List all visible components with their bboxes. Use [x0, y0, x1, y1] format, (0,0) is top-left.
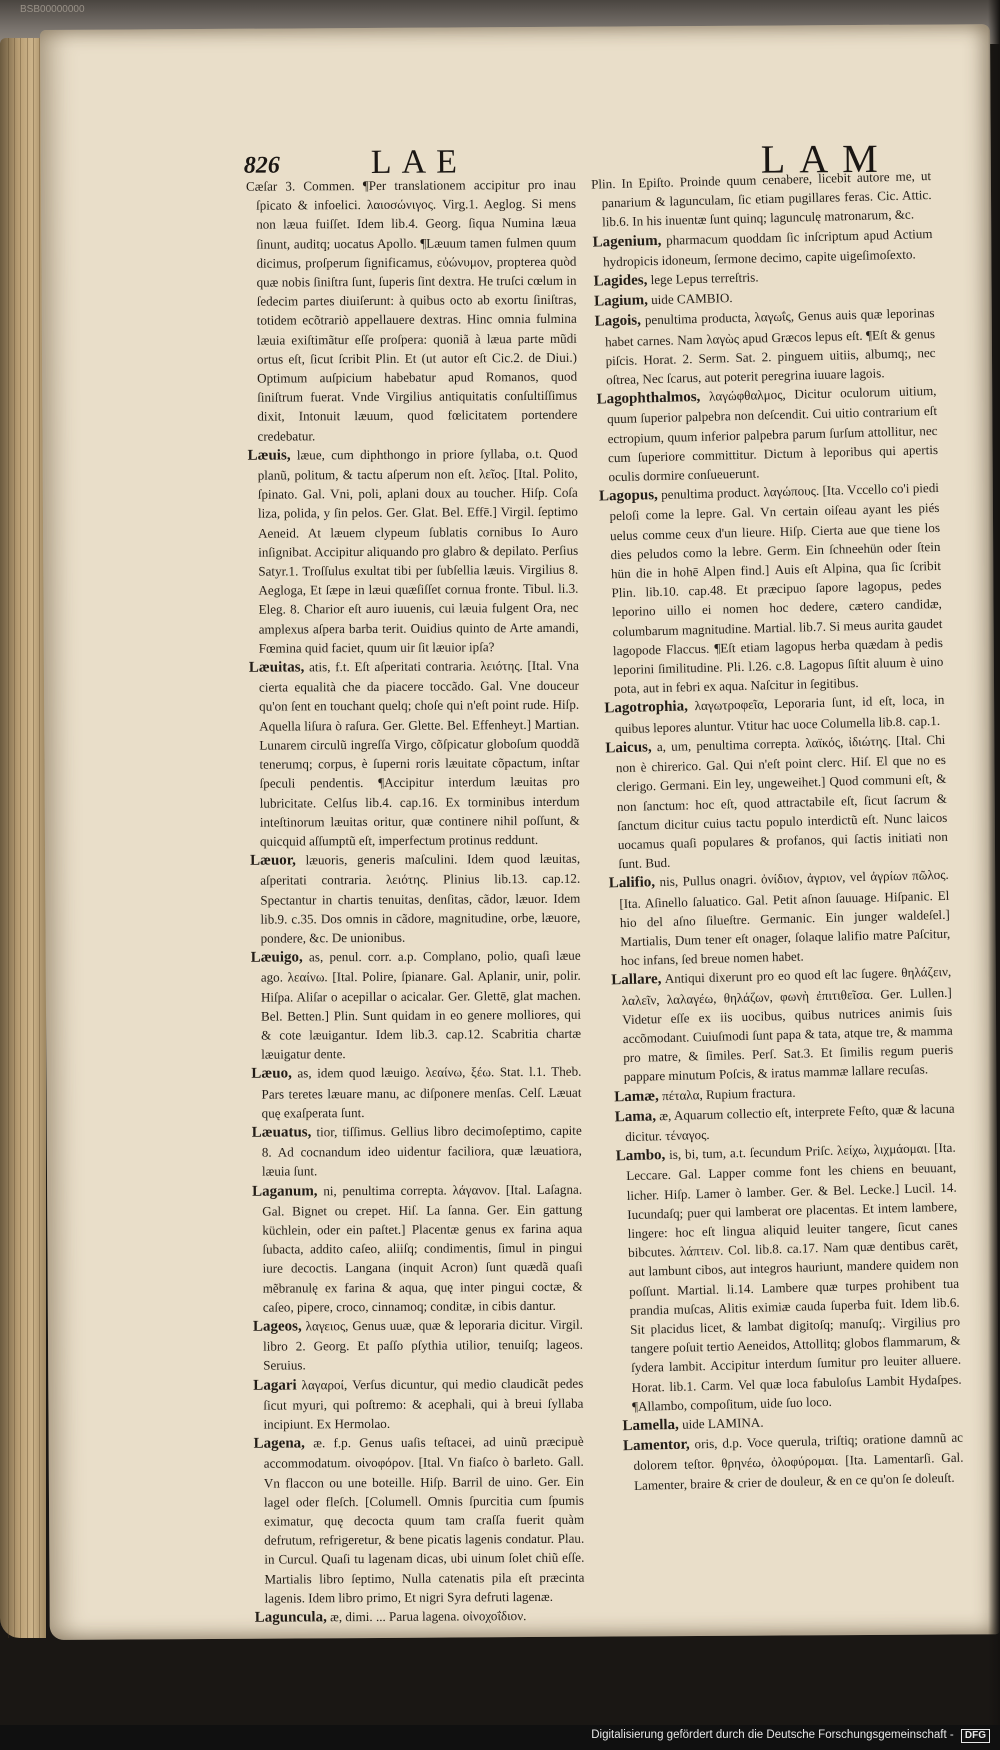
entry-headword: Lagena, [253, 1435, 305, 1452]
entry-text: is, bi, tum, a.t. ſecundum Priſc. λείχω, λιχμάομαι. [Ita. Leccare. Gal. Lapper comme font les chiens en beuuant, licher. Hiſp. Lamer ò lamber. Ger. & Bel. Lecke.] Lucil. 14. Iucundaſq; puer qui lamberat ore placentas. Et intem lambere, lingere: hoc eſt lingua aliquid leuiter tangere, ſicut canes bibcutes. λάπτειν. Col. lib.8. ca.17. Nam quæ dentibus carēt, aut lambunt cibos, aut integros hauriunt, mandere quidem non poſſunt. Martial. li.14. Lambere quæ turpes prohibent tua prandia muſcas, Alitis eximiæ cauda ſuperba fuit. Idem lib.6. Sit placidus licet, & lambat digitoſq; manuſq;. Virgilius pro tangere poſuit tertio Aeneidos, Attollitq; globos flammarum, & ſydera lambit. Accipitur interdum ſumitur pro leuiter alluere. Horat. lib.1. Carm. Vel quæ loca fabuloſus Lambit Hydaſpes. ¶Allambo, compoſitum, uide ſuo loco. [626, 1139, 962, 1414]
entry-text: atis, f.t. Eſt aſperitati contraria. λειότης. [Ital. Vna cierta equalità che da piacere toccãdo. Gal. Vne douceur qu'on ſent en touchant quelq; choſe qui n'eſt point rude. Hiſp. Aquella liſura ò raſura. Ger. Glette. Bel. Effenheyt.] Martian. Lunarem circulũ ingreſſa Virgo, cõſpicatur globoſum quoddã tenerumq; corpus, è ſuperni roris læuitate cõpactum, inſtar ſpeculi pendentis. ¶Accipitur interdum læuitas pro lubricitate. Celſus lib.4. cap.16. Ex torminibus interdum inteſtinorum læuitas oritur, quæ continere nihil poſſunt, & quicquid aſſumptũ eſt, imperfectum protinus reddunt. [258, 657, 580, 849]
entry-headword: Lamella, [622, 1416, 680, 1435]
footer-credit-text: Digitalisierung gefördert durch die Deutsche Forschungsgemeinschaft - [591, 1729, 957, 1741]
entry-headword: Lallare, [611, 971, 662, 989]
entry-text: nis, Pullus onagri. ὀνίδιον, ἀγριον, vel ἀγρίων πῶλος. [Ita. Aſinello ſaluatico. Gal. Petit aſnon ſauuage. Hiſpanic. El hio del aſno ſilueſtre. Germanic. Ein junger waldeſel.] Martialis, Dum tener eſt onager, ſolaque lalifio matre Paſcitur, hoc infans, ſed breue nomen habet. [619, 867, 951, 969]
scan-right-shadow [988, 0, 1000, 1750]
entry-headword: Lagium, [593, 292, 649, 310]
entry-headword: Læuis, [247, 447, 291, 464]
entry-headword: Lagides, [593, 272, 648, 290]
entry-headword: Læuor, [250, 852, 296, 869]
dictionary-entry [253, 1315, 583, 1376]
entry-headword: Læuatus, [251, 1124, 312, 1141]
entry-text: uide CAMBIO. [650, 290, 733, 308]
entry-headword: Lagari [253, 1377, 297, 1394]
entry-text: a, um, penultima correpta. λαϊκός, ἰδιώτης. [Ital. Chi non è chirerico. Gal. Qui n'eſt point clerc. Hiſ. El que no es clerigo. Germani. Ein ley, ungeweihet.] Quod communi eſt, & non ſanctum: hoc eſt, quod attractabile eſt, ſicut ſacrum & ſanctum dicitur cuius tactu populo interdictũ eſt. Nunc laicos uocamus quaſi populares & profanos, qui ſactis initiati non ſunt. Bud. [615, 731, 948, 872]
dictionary-entry [253, 1373, 583, 1434]
entry-text: penultima producta, λαγωΐς, Genus auis quæ leporinas habet carnes. Nam λαγὼς apud Græcos lepus eſt. ¶Eſt & genus piſcis. Horat. 2. Serm. Sat. 2. pinguem uitiis, albumq;, nec oſtrea, Nec ſcarus, aut poterit peregrina iuuare lagois. [604, 305, 936, 388]
right-guide-word: LAM [760, 135, 892, 182]
entry-text: æ. f.p. Genus uaſis teſtacei, ad uinũ præcipuè accommodatum. οἰνοφόρον. [Ital. Vn fiaſco ò barleto. Gall. Vn flaccon ou une boteille. Hiſp. Barril de uino. Ger. Ein lagel oder fleſch. [Columell. Omnis ſpurcitia cum ſpumis eximatur, quę decocta quum tam craſſa fuerit quàm defrutum, refrigeretur, & bene picatis lagenis condatur. Plau. in Curcul. Quaſi tu lagenam dicas, ubi uinum ſolet chiũ eſſe. Martialis libro ſeptimo, Nulla catenatis pila eſt præcinta lagenis. Idem libro primo, Et nigri Syra defruti lagenæ. [263, 1433, 585, 1606]
entry-headword: Lageos, [252, 1318, 302, 1335]
entry-text: Plin. In Epiſto. Proinde quum cenabere, licebit autore me, ut panarium & lagunculam, ſic etiam pugillares feras. Cic. Attic. lib.6. In his inuentæ ſunt quinq; lagunculę matronarum, &c. [590, 168, 932, 230]
dictionary-entry [248, 444, 579, 658]
entry-text: πέταλα, Rupium fractura. [661, 1084, 796, 1103]
right-column [591, 166, 964, 1495]
dictionary-entry [254, 1432, 585, 1608]
dictionary-entry [249, 656, 580, 851]
entry-text: læue, cum diphthongo in priore ſyllaba, o.t. Quod planũ, politum, & tactu aſperum non eſt. λεῖος. [Ital. Polito, ſpinato. Gal. Vni, poli, aplani doux au toucher. Hiſp. Coſa liza, polida, y ſin pelos. Ger. Glat. Bel. Effē.] Virgil. ſeptimo Aeneid. At læuem clypeum ſublatis cornibus Io Auro inſignibat. Accipitur aliquando pro glabro & depilato. Perſius Satyr.1. Troſſulus exultat tibi per ſubſellia læuis. Virgilius 8. Aegloga, Et ſæpe in læui quæſiſſet cornua fronte. Tibul. li.3. Eleg. 8. Charior eſt auro iuuenis, cui læuia fulgent Ora, nec amplexus aſpera barba terit. Ouidius quinto de Arte amandi, Fœmina quid faciet, quum uir ſit læuior ipſa? [257, 445, 579, 656]
corner-mark: BSB00000000 [20, 4, 85, 15]
entry-text: as, idem quod læuigo. λεαίνω, ξέω. Stat. l.1. Theb. Pars teretes læuare manu, ac diſponere menſas. Celſ. Læuat quę exaſperata ſunt. [261, 1064, 582, 1121]
left-column [246, 175, 585, 1628]
dictionary-entry [250, 849, 581, 948]
dictionary-entry [599, 478, 944, 699]
entry-text: λαγαροί, Verſus dicuntur, qui medio claudicãt pedes ſicut myuri, qui poſtremo: & acephali, qui à breui ſyllaba incipiunt. Ex Hermolao. [263, 1375, 584, 1432]
entry-text: ni, penultima correpta. λάγανον. [Ital. Laſagna. Gal. Bignet ou crepet. Hiſ. La ſanna. Ger. Ein gattung küchlein, oder ein paſtet.] Placentæ genus ex farina aqua ſubacta, addito caſeo, aliiſq; condimentis, ſimul in pingui iure decoctis. Langana (inquit Acron) ſunt quædã quaſi mẽbranulę ex farina & aqua, quę inter pingui coctæ, & caſeo, pipere, croco, cinnamoq; conditæ, in cibis dantur. [262, 1181, 583, 1315]
page-number: 826 [243, 152, 280, 179]
entry-headword: Lamentor, [622, 1436, 690, 1455]
entry-text: tior, tiſſimus. Gellius libro decimoſeptimo, capite 8. Ad cocnandum ideo uidentur faciliora, quæ læuatiora, læuia ſunt. [261, 1122, 582, 1180]
entry-text: æ, dimi. ... Parua lagena. οἰνοχοΐδιον. [330, 1608, 527, 1625]
entry-text: æ, Aquarum collectio eſt, interprete Feſto, quæ & lacuna dicitur. τέναγος. [625, 1100, 955, 1145]
entry-text: oris, d.p. Voce querula, triſtiq; oratione damnũ ac dolorem teſtor. θρηνέω, ὀλοφύρομαι. [Ita. Lamentarſi. Gal. Lamenter, braire & crier de douleur, & en ce qu'on ſe doleuſt. [633, 1429, 964, 1493]
book-page-edges [0, 38, 46, 1638]
entry-headword: Laguncula, [254, 1609, 327, 1626]
entry-headword: Lambo, [615, 1147, 666, 1165]
dictionary-entry [251, 946, 582, 1064]
dictionary-entry [609, 865, 951, 971]
entry-headword: Lagopus, [598, 487, 659, 505]
entry-text: penultima product. λαγώπους. [Ita. Vccello co'i piedi peloſi come la lepre. Gal. Vn certain oiſeau ayant les piés uelus comme ceux d'un lieure. Hiſp. Cierta aue que tiene los dies peludos como la lebre. Germ. Ein ſchneehün oder ſtein hün die in hohē Alpen find.] Auis eſt Alpina, qua ſic ſcribit Plin. lib.10. cap.48. Et præcipuo ſapore lagopus, pedes leporino uillo ei nomen hoc dedere, cætero candidæ, columbarum magnitudine. Martial. lib.7. Si meus aurita gaudet lagopode Flaccus. ¶Eſt etiam lagopus herba quædam à pedis leporini ſimilitudine. Pli. l.26. c.8. Lagopus ſiſtit aluum è uino pota, aut in febri ex aqua. Naſcitur in ſegitibus. [609, 480, 944, 697]
dictionary-entry [605, 730, 948, 874]
entry-text: Antiqui dixerunt pro eo quod eſt lac ſugere. θηλάζειν, λαλεῖν, λαλαγέω, θηλάζων, φωνὴ ἐπιτιθεῖσα. Ger. Lullen.] Videtur eſſe ex iis uocibus, quibus nutrices animis ſuis accõmodant. Cuiuſmodi ſunt papa & tata, atque tre, & mamma pro matre, & ſimiles. Perſ. Sat.3. Et ſimilis regum pueris pappare minutum Poſcis, & iratus mammæ lallare recuſas. [621, 964, 954, 1085]
dictionary-entry [252, 1179, 583, 1316]
dictionary-entry [611, 962, 954, 1087]
entry-headword: Laicus, [605, 739, 652, 757]
entry-text: pharmacum quoddam ſic inſcriptum apud Actium hydropicis idoneum, ſermone decimo, capite uigeſimoſexto. [602, 225, 933, 270]
entry-text: λαγειος, Genus uuæ, quæ & leporaria dicitur. Virgil. libro 2. Georg. Et paſſo pſythia utilior, tenuiſq; lageos. Seruius. [262, 1316, 584, 1374]
entry-text: Cæſar 3. Commen. ¶Per translationem accipitur pro inau ſpicato & infoelici. λαιοσώνιγος. Virg.1. Aeglog. Si mens non læua fuiſſet. Idem lib.4. Georg. ſiqua Numina læua ſinunt, auditq; uocatus Apollo. ¶Læuum tamen fulmen quum dicimus, proſperum ſignificamus, εὐώνυμον, propterea quòd quæ nobis ſiniſtra ſunt, ſuperis ſint dextra. He truſci cœlum in ſedecim partes diuiſerunt: à quibus octo ab exortu ſiniſtras, totidem ecõtrariò appellauere dextras. Hinc omnia fulmina læuia exiſtimãtur eſſe proſpera: quoniã à læua parte mũdi ortus eſt, ſicut ſcribit Plin. Et (ut autor eſt Cic.2. de Diui.) Optimum auſpicium habebatur apud Romanos, quod ſiniſtrum fuerat. Vnde Virgilius antiquitatis conſultiſſimus dixit, Intonuit læuum, quod fœlicitatem portendere credebatur. [245, 176, 578, 444]
dictionary-entry [252, 1121, 582, 1182]
entry-headword: Lamæ, [614, 1087, 660, 1105]
dictionary-entry [594, 303, 936, 389]
dfg-logo: DFG [961, 1729, 990, 1743]
dictionary-entry [255, 1606, 585, 1628]
entry-headword: Laganum, [252, 1182, 318, 1200]
entry-text: læuoris, generis maſculini. Idem quod læuitas, aſperitati contraria. λειότης. Plinius lib.13. cap.12. Spectantur in chartis tenuitas, denſitas, cãdor, læuor. Idem lib.9. c.35. Dos omnis in cãdore, magnitudine, orbe, læuore, pondere, &c. De unionibus. [260, 850, 581, 946]
entry-headword: Lagenium, [592, 232, 662, 251]
dictionary-entry [623, 1428, 964, 1495]
entry-headword: Lagois, [594, 312, 642, 331]
dictionary-entry [251, 1062, 581, 1123]
dictionary-entry [246, 175, 578, 446]
entry-text: as, penul. corr. a.p. Complano, polio, quaſi læue ago. λεαίνω. [Ital. Polire, ſpianare. Gal. Aplanir, unir, polir. Hiſpa. Aliſar o acepillar o acicalar. Ger. Glettē, glat machen. Bel. Betten.] Plin. Sunt quidam in eo genere molliores, qui & cote læuigantur. Idem lib.3. cap.12. Scabritia chartæ læuigatur dente. [260, 947, 582, 1062]
footer-credit [591, 1729, 990, 1743]
dictionary-entry [596, 381, 938, 487]
entry-headword: Lalifio, [608, 874, 656, 892]
left-guide-word: LAE [370, 143, 468, 181]
entry-text: uide LAMINA. [681, 1414, 764, 1432]
entry-text: λαγώφθαλμος, Dicitur oculorum uitium, quum ſuperior palpebra non deſcendit. Cui uitio contrarium eſt ectropium, quum inferior palpebra parum ſurſum attollitur, nec cum ſuperiore committitur. Dictum à leporibus qui apertis oculis dormire conſueuerunt. [606, 383, 939, 485]
entry-headword: Læuitas, [248, 659, 305, 676]
entry-headword: Lagophthalmos, [596, 389, 701, 408]
entry-headword: Lagotrophia, [604, 698, 689, 717]
dictionary-entry [615, 1138, 962, 1416]
entry-headword: Lama, [614, 1108, 657, 1126]
entry-headword: Læuigo, [250, 949, 303, 966]
entry-headword: Læuo, [251, 1065, 292, 1083]
entry-text: lege Lepus terreſtris. [650, 269, 759, 288]
paper-page [40, 24, 1000, 1640]
dictionary-entry [591, 166, 932, 232]
entry-text: λαγωτροφεῖα, Leporaria ſunt, id eſt, loca, in quibus lepores aluntur. Vtitur hac uoce Columella lib.8. cap.1. [614, 692, 945, 736]
